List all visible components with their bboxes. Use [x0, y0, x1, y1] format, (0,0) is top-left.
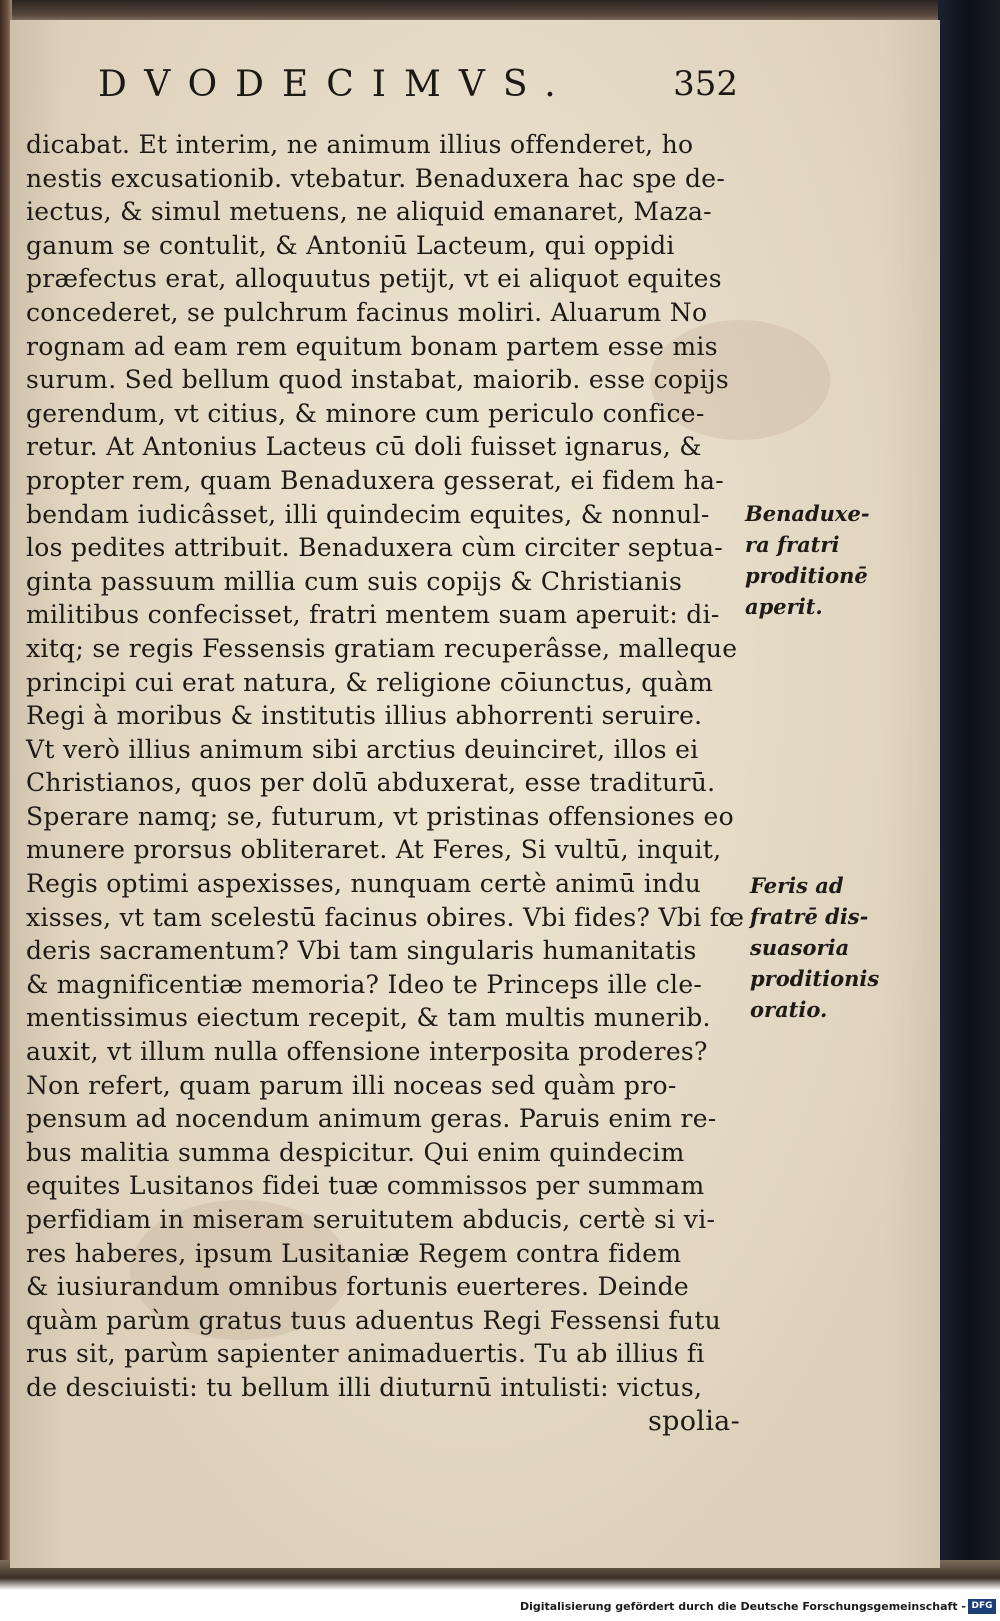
text-line: & magnificentiæ memoria? Ideo te Princeps ille cle- — [26, 969, 703, 999]
marginal-line: Feris ad — [750, 873, 844, 898]
text-line: los pedites attribuit. Benaduxera cùm circiter septua- — [26, 533, 723, 563]
digitization-credit: Digitalisierung gefördert durch die Deutsche Forschungsgemeinschaft - — [519, 1600, 966, 1613]
text-line: surum. Sed bellum quod instabat, maiorib. esse copijs — [26, 365, 730, 395]
text-line: principi cui erat natura, & religione cōiunctus, quàm — [26, 667, 714, 697]
text-line: perfidiam in miseram seruitutem abducis, certè si vi- — [26, 1205, 716, 1234]
text-line: ginta passuum millia cum suis copijs & Christianis — [26, 566, 683, 596]
text-line: mentissimus eiectum recepit, & tam multis munerib. — [26, 1003, 711, 1033]
text-line: pensum ad nocendum animum geras. Paruis enim re- — [26, 1104, 717, 1134]
text-line: concederet, se pulchrum facinus moliri. Aluarum No — [26, 297, 708, 327]
text-line: res haberes, ipsum Lusitaniæ Regem contra fidem — [26, 1238, 682, 1268]
text-line: Sperare namq; se, futurum, vt pristinas offensiones eo — [26, 801, 734, 831]
text-line: deris sacramentum? Vbi tam singularis humanitatis — [26, 936, 697, 966]
text-line: xisses, vt tam scelestū facinus obires. Vbi fides? Vbi fœ — [26, 902, 745, 932]
marginal-line: Benaduxe- — [745, 501, 870, 526]
text-line: munere prorsus obliteraret. At Feres, Si vultū, inquit, — [26, 835, 722, 865]
marginal-note-betrayal — [745, 498, 875, 622]
text-line: bus malitia summa despicitur. Qui enim quindecim — [26, 1137, 685, 1167]
text-line: de desciuisti: tu bellum illi diuturnū intulisti: victus, — [26, 1372, 703, 1402]
text-line: Non refert, quam parum illi noceas sed quàm pro- — [26, 1070, 677, 1100]
text-line: rus sit, parùm sapienter animaduertis. Tu ab illius fi — [26, 1339, 705, 1369]
text-line: retur. At Antonius Lacteus cū doli fuisset ignarus, & — [26, 432, 702, 462]
text-line: quàm parùm gratus tuus aduentus Regi Fessensi futu — [26, 1305, 722, 1335]
dfg-logo: DFG — [968, 1599, 996, 1614]
marginal-line: proditionis — [750, 966, 880, 991]
text-line: Christianos, quos per dolū abduxerat, esse traditurū. — [26, 768, 716, 798]
text-line: iectus, & simul metuens, ne aliquid emanaret, Maza- — [26, 197, 712, 227]
page-header — [98, 64, 738, 116]
running-head: DVODECIMVS. — [98, 64, 574, 105]
text-line: gerendum, vt citius, & minore cum periculo confice- — [26, 398, 705, 428]
marginal-line: ra fratri — [745, 532, 840, 557]
marginal-line: aperit. — [745, 594, 823, 619]
catchword: spolia- — [648, 1405, 740, 1437]
text-line: Regi à moribus & institutis illius abhorrenti seruire. — [26, 701, 703, 731]
body-text — [26, 128, 746, 1438]
text-line: præfectus erat, alloquutus petijt, vt ei aliquot equites — [26, 264, 722, 294]
text-line: propter rem, quam Benaduxera gesserat, ei fidem ha- — [26, 465, 724, 495]
text-line: equites Lusitanos fidei tuæ commissos per summam — [26, 1171, 705, 1201]
text-line: xitq; se regis Fessensis gratiam recuperâsse, malleque — [26, 633, 738, 663]
book-edge-top — [0, 0, 1000, 22]
text-line: rognam ad eam rem equitum bonam partem esse mis — [26, 331, 718, 361]
text-line: & iusiurandum omnibus fortunis euerteres. Deinde — [26, 1272, 690, 1302]
marginal-line: fratrē dis- — [750, 904, 869, 929]
text-line: Vt verò illius animum sibi arctius deuinciret, illos ei — [26, 734, 699, 764]
book-edge-right — [938, 0, 1000, 1570]
marginal-note-oration — [750, 870, 880, 1025]
text-line: nestis excusationib. vtebatur. Benaduxera hac spe de- — [26, 163, 726, 193]
marginal-line: oratio. — [750, 997, 828, 1022]
marginal-line: proditionē — [745, 563, 868, 588]
text-line: Regis optimi aspexisses, nunquam certè animū indu — [26, 869, 702, 899]
text-line: dicabat. Et interim, ne animum illius offenderet, ho — [26, 130, 694, 159]
text-line: ganum se contulit, & Antoniū Lacteum, qui oppidi — [26, 230, 675, 260]
page-number: 352 — [673, 64, 738, 104]
text-line: auxit, vt illum nulla offensione interposita proderes? — [26, 1037, 708, 1067]
marginal-line: suasoria — [750, 935, 850, 960]
text-line: bendam iudicâsset, illi quindecim equites, & nonnul- — [26, 499, 710, 529]
text-line: militibus confecisset, fratri mentem suam aperuit: di- — [26, 600, 720, 630]
